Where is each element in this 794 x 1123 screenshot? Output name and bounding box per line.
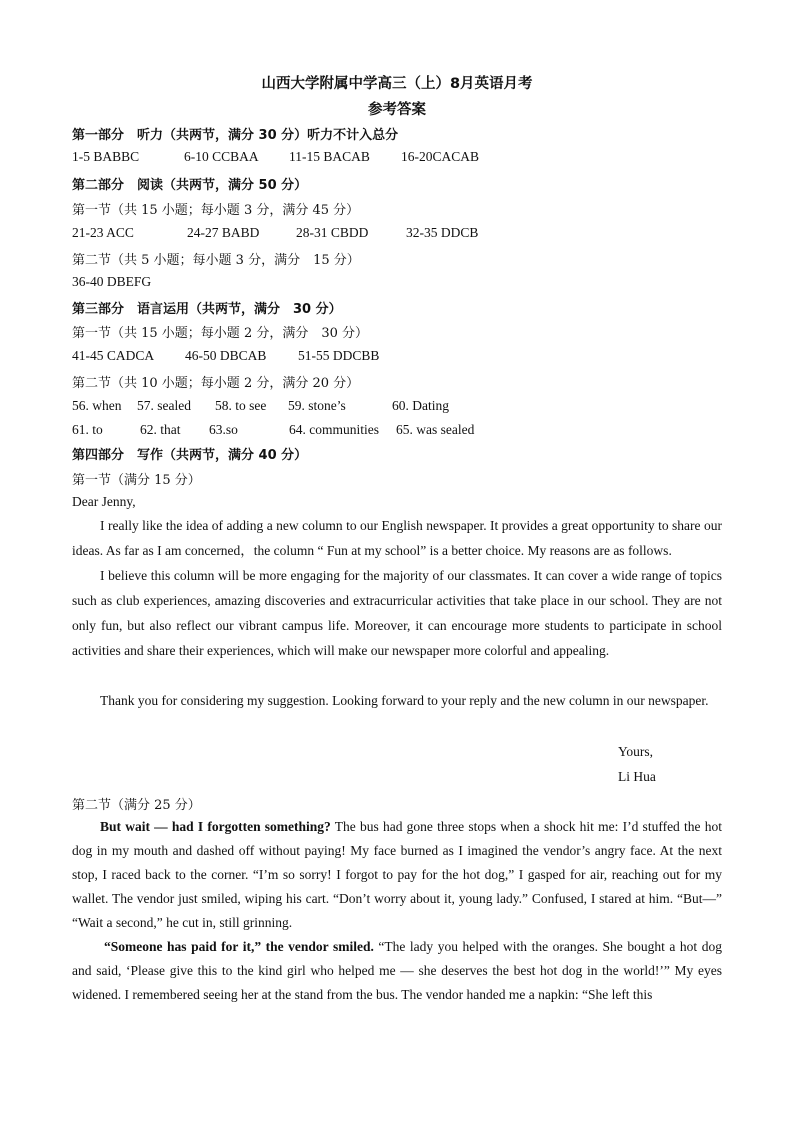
answer-item: 63.so	[209, 422, 238, 437]
part3-section2-heading: 第二节（共 10 小题；每小题 2 分，满分 20 分）	[72, 376, 360, 391]
answer-group: 28-31 CBDD	[296, 225, 369, 240]
part2-section2-heading: 第二节（共 5 小题；每小题 3 分，满分 15 分）	[72, 253, 360, 268]
part2-section1-heading: 第一节（共 15 小题；每小题 3 分，满分 45 分）	[72, 203, 360, 218]
letter-paragraph: I really like the idea of adding a new column to our English newspaper. It provides a great opportunity to share our ideas. As far as I am concerned，the column “ Fun at my school” is a better choice. My reasons are as follows.	[72, 518, 722, 558]
story-lead-sentence: “Someone has paid for it,” the vendor smiled.	[104, 939, 374, 954]
part4-section1-heading: 第一节（满分 15 分）	[72, 473, 201, 488]
answer-item: 62. that	[140, 422, 181, 437]
answer-item: 58. to see	[215, 398, 267, 413]
answer-group: 1-5 BABBC	[72, 149, 140, 164]
story-lead-sentence: But wait — had I forgotten something?	[100, 819, 331, 834]
answer-group: 11-15 BACAB	[289, 149, 370, 164]
story-paragraph: But wait — had I forgotten something? The bus had gone three stops when a shock hit me: I’d stuffed the hot dog in my mouth and dashed off without paying! My face burned as I imagined the vendor’s angry face. At the next stop, I raced back to the corner. “I’m so sorry! I forgot to pay for the hot dog,” I gasped for air, reaching out for my wallet. The vendor just smiled, wiping his cart. “Don’t worry about it, young lady.” Confused, I stared at him. “But—” “Wait a second,” he cut in, still grinning.	[72, 819, 722, 930]
answer-item: 59. stone’s	[288, 398, 346, 413]
answer-group: 21-23 ACC	[72, 225, 134, 240]
part3-heading: 第三部分 语言运用（共两节，满分 30 分）	[72, 302, 342, 317]
part4-section2-heading: 第二节（满分 25 分）	[72, 798, 201, 813]
answer-group: 36-40 DBEFG	[72, 274, 152, 289]
answer-group: 32-35 DDCB	[406, 225, 479, 240]
answer-group: 6-10 CCBAA	[184, 149, 259, 164]
story-paragraph: “Someone has paid for it,” the vendor smiled. “The lady you helped with the oranges. She bought a hot dog and said, ‘Please give this to the kind girl who helped me — she deserves the best hot dog in the world!’” My eyes widened. I remembered seeing her at the stand from the bus. The vendor handed me a napkin: “She left this	[72, 939, 722, 1002]
letter-closing: Yours,	[618, 744, 654, 759]
answer-group: 46-50 DBCAB	[185, 348, 267, 363]
answer-item: 56. when	[72, 398, 122, 413]
letter-paragraph: I believe this column will be more engaging for the majority of our classmates. It can cover a wide range of topics such as club experiences, amazing discoveries and extracurricular activities that take place in our school. They are not only fun, but also reflect our vibrant campus life. Moreover, it can encourage more students to participate in school activities and share their experiences, which will make our newspaper more colorful and appealing.	[72, 568, 722, 658]
answer-group: 51-55 DDCBB	[298, 348, 380, 363]
part1-heading: 第一部分 听力（共两节，满分 30 分）听力不计入总分	[72, 128, 399, 143]
answer-item: 61. to	[72, 422, 103, 437]
part3-section1-heading: 第一节（共 15 小题；每小题 2 分，满分 30 分）	[72, 326, 369, 341]
document-title: 山西大学附属中学高三（上）8月英语月考	[261, 76, 533, 92]
part4-heading: 第四部分 写作（共两节，满分 40 分）	[72, 448, 308, 463]
letter-greeting: Dear Jenny,	[72, 494, 136, 509]
part2-heading: 第二部分 阅读（共两节，满分 50 分）	[72, 178, 308, 193]
answer-group: 24-27 BABD	[187, 225, 260, 240]
answer-group: 41-45 CADCA	[72, 348, 155, 363]
answer-group: 16-20CACAB	[401, 149, 480, 164]
letter-paragraph: Thank you for considering my suggestion. Looking forward to your reply and the new column in our newspaper.	[100, 693, 709, 708]
document-subtitle: 参考答案	[368, 102, 426, 118]
answer-item: 57. sealed	[137, 398, 191, 413]
answer-item: 64. communities	[289, 422, 379, 437]
letter-signature: Li Hua	[618, 769, 656, 784]
answer-item: 60. Dating	[392, 398, 449, 413]
answer-item: 65. was sealed	[396, 422, 475, 437]
